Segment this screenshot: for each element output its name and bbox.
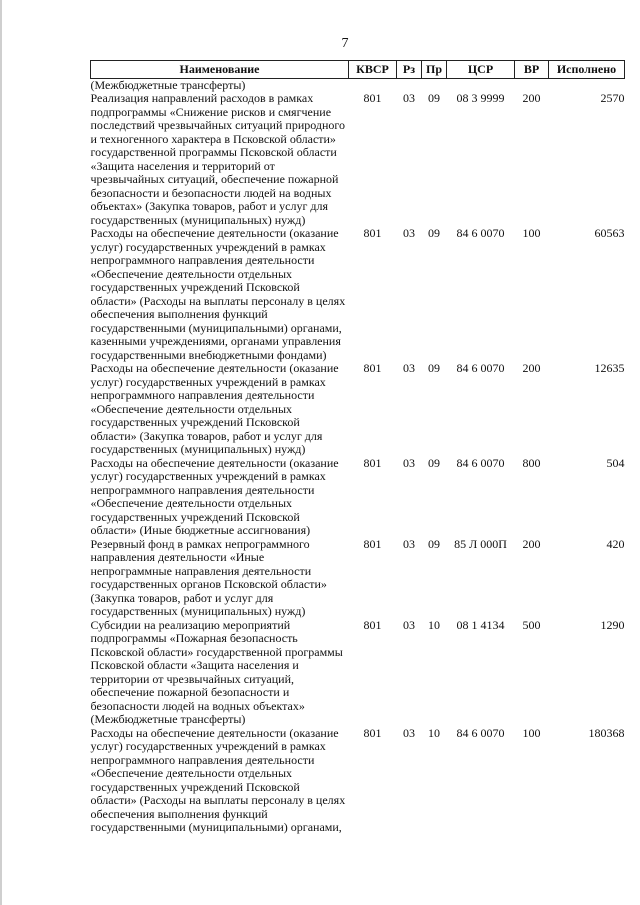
row-pr: 10	[428, 617, 440, 632]
row-vr: 200	[522, 361, 541, 375]
row-executed: 60563	[594, 226, 625, 240]
row-kvsr: 801	[363, 226, 382, 240]
row-pr: 10	[428, 725, 440, 740]
row-vr: 100	[522, 725, 541, 740]
row-rz: 03	[403, 725, 415, 740]
header-pr: Пр	[422, 61, 447, 79]
header-name: Наименование	[91, 61, 349, 79]
row-executed: 2570	[600, 91, 625, 105]
row-name: Расходы на обеспечение деятельности (оказание услуг) государственных учреждений в рамках непрограммного направления деятельности «Обеспечение деятельности отдельных государственных учреждений Псковской области» (Расходы на выплаты персоналу в целях обеспечения выполнения функций государственными (муниципальными) органами, казенными учреждениями, органами управления государственными внебюджетными фондами)	[90, 226, 346, 362]
table-row	[91, 227, 625, 362]
row-rz: 03	[403, 361, 415, 375]
row-pr: 09	[428, 536, 440, 551]
row-vr: 200	[522, 536, 541, 551]
table-header-row	[91, 61, 625, 79]
row-rz: 03	[403, 226, 415, 240]
row-name: Расходы на обеспечение деятельности (оказание услуг) государственных учреждений в рамках непрограммного направления деятельности «Обеспечение деятельности отдельных государственных учреждений Псковской области» (Иные бюджетные ассигнования)	[90, 455, 339, 537]
continuation-text: (Межбюджетные трансферты)	[90, 77, 246, 92]
row-name: Резервный фонд в рамках непрограммного направления деятельности «Иные непрограммные направления деятельности государственных органов Псковской области» (Закупка товаров, работ и услуг для государственных (муниципальных) нужд)	[90, 536, 327, 618]
row-kvsr: 801	[363, 91, 382, 105]
table-row	[91, 538, 625, 619]
row-executed: 1290	[600, 617, 625, 632]
table-row	[91, 92, 625, 227]
table-row	[91, 619, 625, 727]
header-kvsr: КВСР	[349, 61, 397, 79]
row-executed: 420	[606, 536, 625, 551]
table-row	[91, 457, 625, 538]
row-rz: 03	[403, 455, 415, 470]
row-csr: 84 6 0070	[456, 455, 505, 470]
row-executed: 12635	[594, 361, 625, 375]
row-name: Субсидии на реализацию мероприятий подпрограммы «Пожарная безопасность Псковской области» государственной программы Псковской области «Защита населения и территории от чрезвычайных ситуаций, обеспечение пожарной безопасности и безопасности людей на водных объектах» (Межбюджетные трансферты)	[90, 617, 343, 726]
row-pr: 09	[428, 361, 440, 375]
row-vr: 200	[522, 91, 541, 105]
header-csr: ЦСР	[447, 61, 515, 79]
row-kvsr: 801	[363, 536, 382, 551]
budget-table	[90, 60, 625, 835]
row-kvsr: 801	[363, 725, 382, 740]
row-executed: 180368	[588, 725, 625, 740]
row-csr: 84 6 0070	[456, 725, 505, 740]
row-name: Расходы на обеспечение деятельности (оказание услуг) государственных учреждений в рамках непрограммного направления деятельности «Обеспечение деятельности отдельных государственных учреждений Псковской области» (Расходы на выплаты персоналу в целях обеспечения выполнения функций государственными (муниципальными) органами,	[90, 725, 346, 834]
row-pr: 09	[428, 226, 440, 240]
row-csr: 84 6 0070	[456, 361, 505, 375]
row-csr: 08 1 4134	[456, 617, 505, 632]
row-executed: 504	[606, 455, 625, 470]
row-rz: 03	[403, 617, 415, 632]
row-pr: 09	[428, 91, 440, 105]
row-name: Расходы на обеспечение деятельности (оказание услуг) государственных учреждений в рамках непрограммного направления деятельности «Обеспечение деятельности отдельных государственных учреждений Псковской области» (Закупка товаров, работ и услуг для государственных (муниципальных) нужд)	[90, 361, 339, 456]
row-csr: 84 6 0070	[456, 226, 505, 240]
row-name: Реализация направлений расходов в рамках подпрограммы «Снижение рисков и смягчение последствий чрезвычайных ситуаций природного и техногенного характера в Псковской области» государственной программы Псковской области «Защита населения и территорий от чрезвычайных ситуаций, обеспечение пожарной безопасности и безопасности людей на водных объектах» (Закупка товаров, работ и услуг для государственных (муниципальных) нужд)	[90, 91, 346, 227]
row-csr: 85 Л 000П	[454, 536, 507, 551]
page-number: 7	[341, 36, 349, 51]
row-vr: 800	[522, 455, 541, 470]
row-rz: 03	[403, 536, 415, 551]
table-row	[91, 727, 625, 835]
row-kvsr: 801	[363, 361, 382, 375]
row-csr: 08 3 9999	[456, 91, 505, 105]
row-vr: 100	[522, 226, 541, 240]
table-row	[91, 362, 625, 457]
row-kvsr: 801	[363, 455, 382, 470]
header-vr: ВР	[515, 61, 549, 79]
row-pr: 09	[428, 455, 440, 470]
scan-edge	[0, 0, 2, 905]
row-vr: 500	[522, 617, 541, 632]
continuation-row	[91, 78, 625, 92]
header-rz: Рз	[397, 61, 422, 79]
row-kvsr: 801	[363, 617, 382, 632]
row-rz: 03	[403, 91, 415, 105]
header-executed: Исполнено	[549, 61, 625, 79]
